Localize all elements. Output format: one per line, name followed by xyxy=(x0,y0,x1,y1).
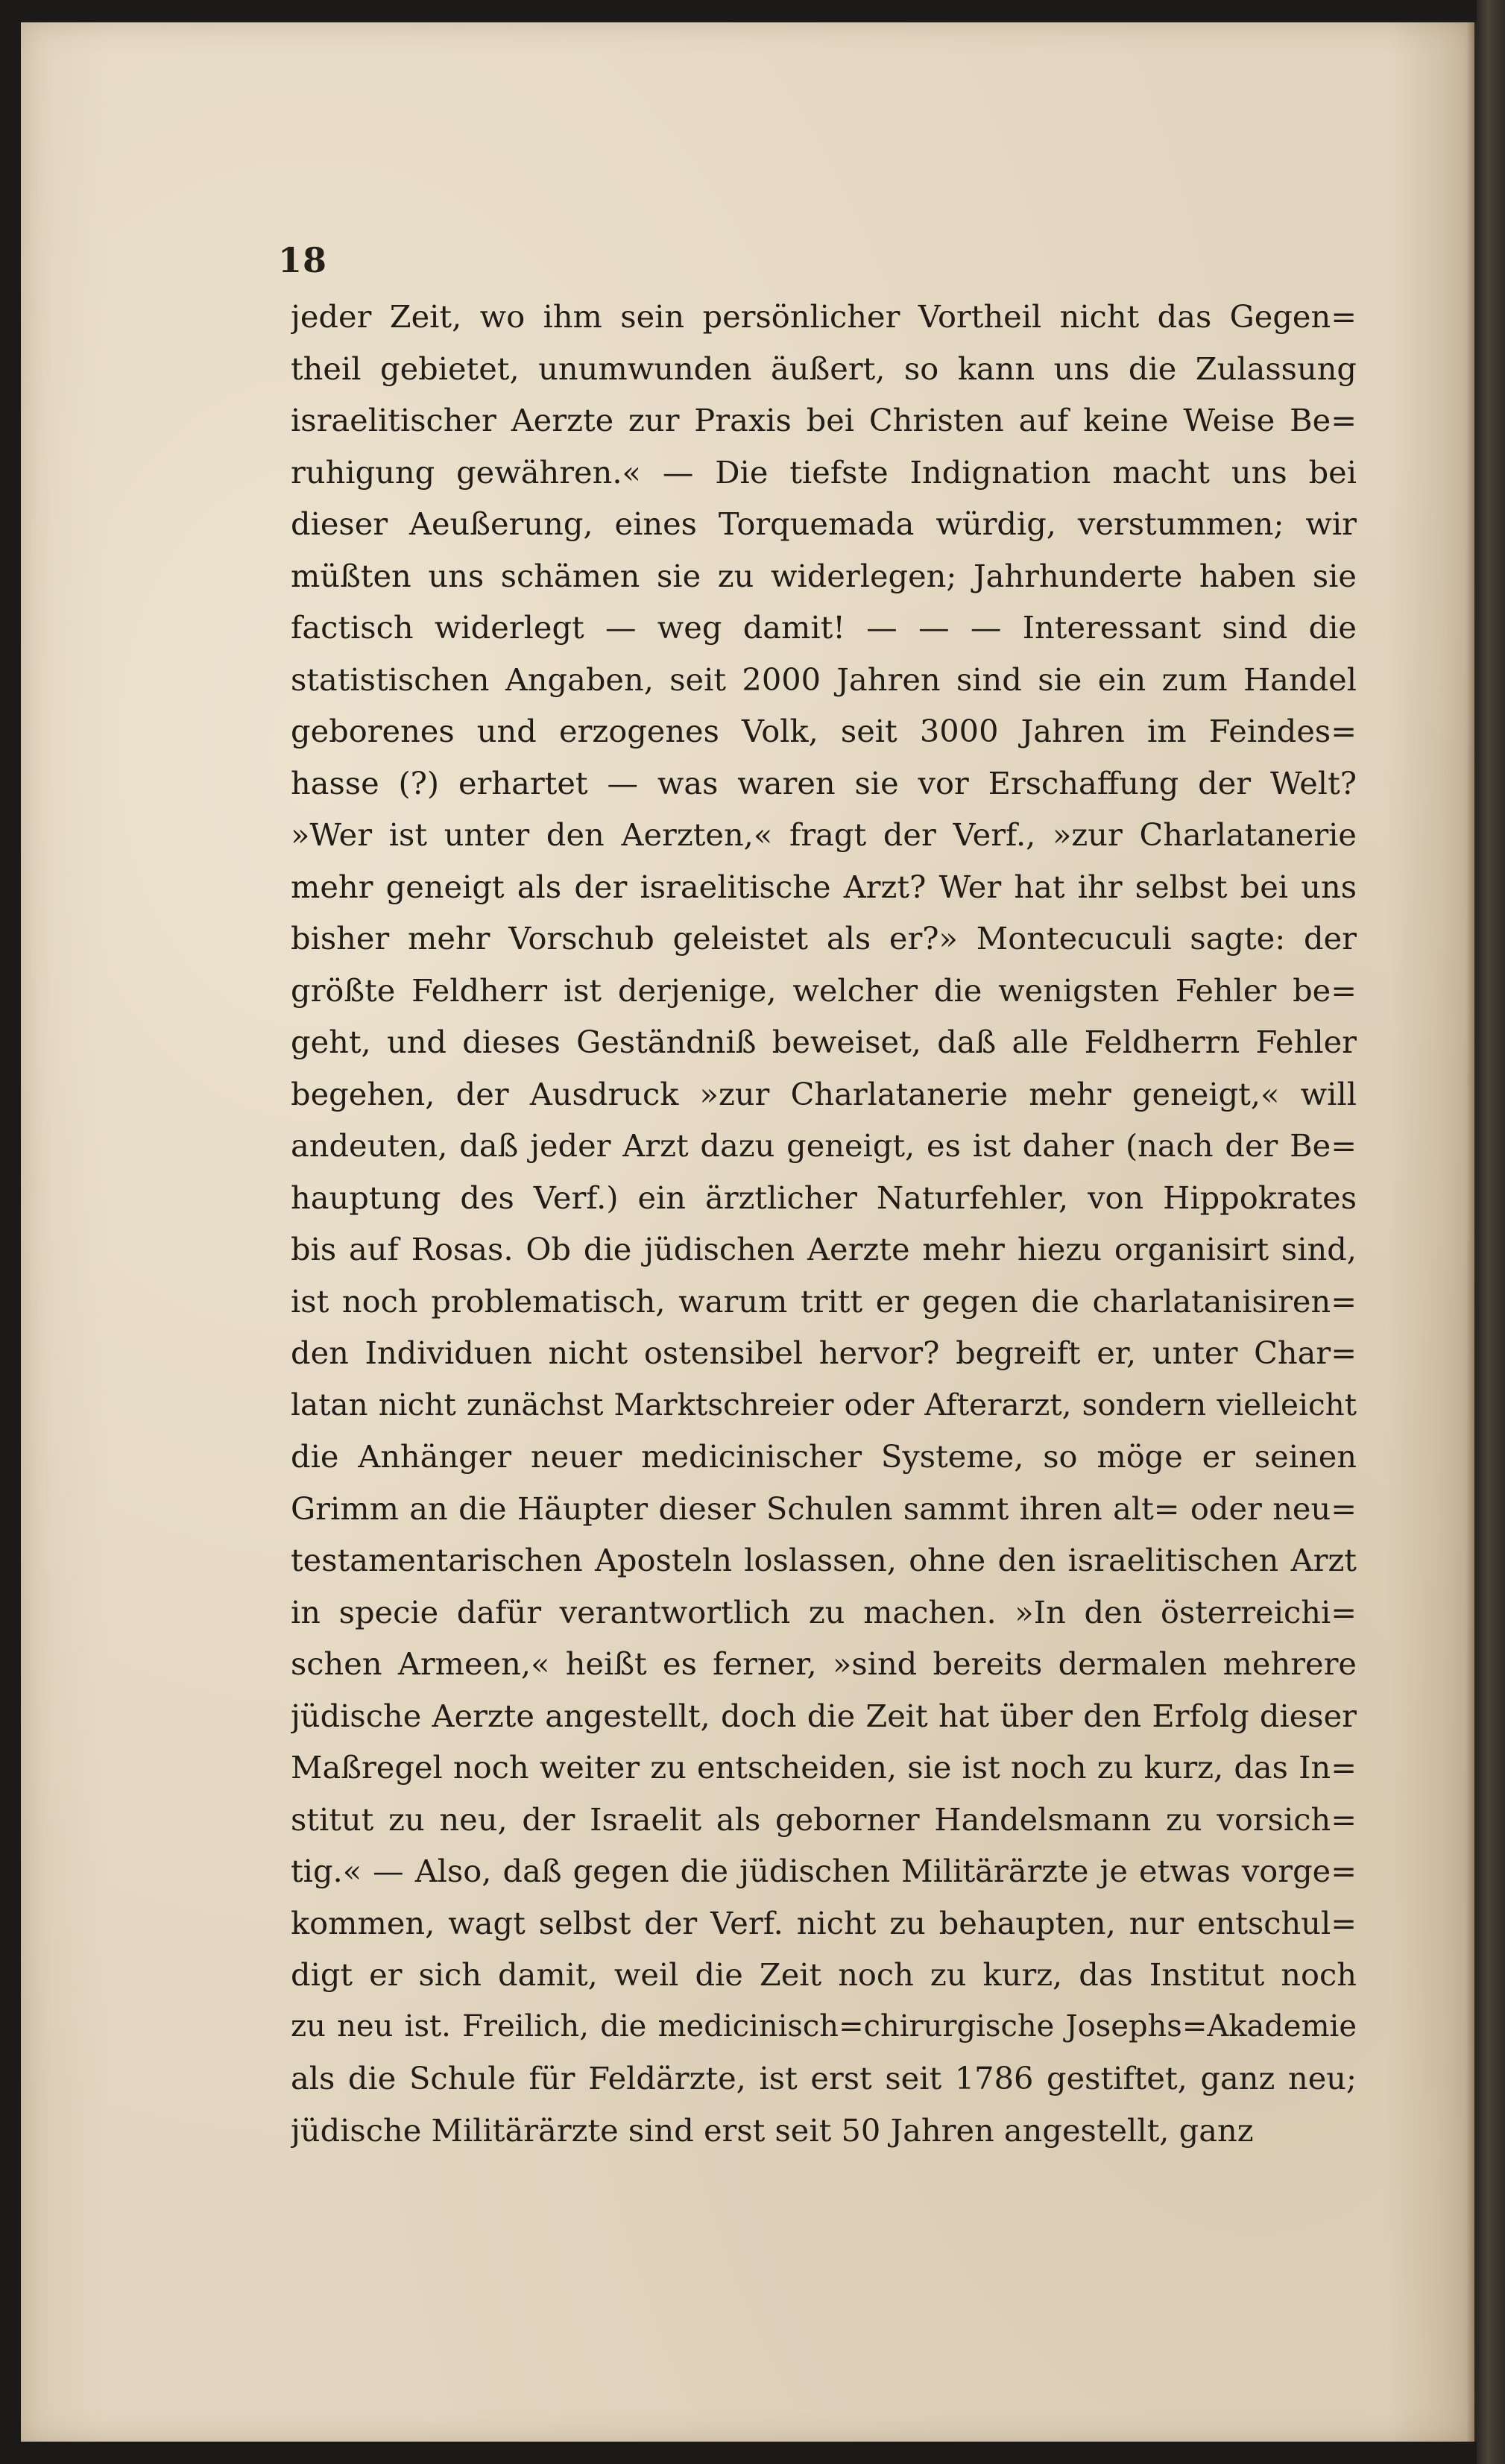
text-line: tig.« — Also, daß gegen die jüdischen Militärärzte je etwas vorge= xyxy=(291,1853,1357,1889)
text-line: stitut zu neu, der Israelit als geborner Handelsmann zu vorsich= xyxy=(291,1800,1357,1838)
text-line: in specie dafür verantwortlich zu machen. »In den österreichi= xyxy=(291,1593,1357,1630)
text-line: statistischen Angaben, seit 2000 Jahren sind sie ein zum Handel xyxy=(291,661,1357,698)
text-line: hauptung des Verf.) ein ärztlicher Naturfehler, von Hippokrates xyxy=(291,1179,1357,1216)
text-line: Grimm an die Häupter dieser Schulen sammt ihren alt= oder neu= xyxy=(291,1490,1357,1527)
text-line: größte Feldherr ist derjenige, welcher die wenigsten Fehler be= xyxy=(291,971,1357,1009)
scan-border xyxy=(1477,0,1505,2464)
text-line: andeuten, daß jeder Arzt dazu geneigt, es ist daher (nach der Be= xyxy=(291,1127,1357,1164)
text-line: jeder Zeit, wo ihm sein persönlicher Vortheil nicht das Gegen= xyxy=(291,298,1357,335)
text-line: »Wer ist unter den Aerzten,« fragt der Verf., »zur Charlatanerie xyxy=(291,816,1357,853)
text-line: geborenes und erzogenes Volk, seit 3000 Jahren im Feindes= xyxy=(291,713,1357,749)
text-line: hasse (?) erhartet — was waren sie vor Erschaffung der Welt? xyxy=(291,764,1357,801)
text-line: testamentarischen Aposteln loslassen, ohne den israelitischen Arzt xyxy=(291,1542,1357,1578)
text-line: jüdische Aerzte angestellt, doch die Zeit hat über den Erfolg dieser xyxy=(291,1697,1357,1734)
text-line: bis auf Rosas. Ob die jüdischen Aerzte mehr hiezu organisirt sind, xyxy=(291,1231,1357,1267)
text-line: dieser Aeußerung, eines Torquemada würdig, verstummen; wir xyxy=(291,505,1357,542)
text-line: zu neu ist. Freilich, die medicinisch=chirurgische Josephs=Akademie xyxy=(291,2008,1357,2044)
text-line: Maßregel noch weiter zu entscheiden, sie ist noch zu kurz, das In= xyxy=(291,1749,1357,1786)
body-text xyxy=(291,291,1357,2156)
page-edge-shadow xyxy=(1466,22,1477,2442)
text-line: digt er sich damit, weil die Zeit noch zu kurz, das Institut noch xyxy=(291,1956,1357,1993)
text-line: theil gebietet, unumwunden äußert, so kann uns die Zulassung xyxy=(291,350,1357,387)
text-line: als die Schule für Feldärzte, ist erst seit 1786 gestiftet, ganz neu; xyxy=(291,2060,1357,2096)
book-page xyxy=(21,22,1474,2442)
text-line: den Individuen nicht ostensibel hervor? begreift er, unter Char= xyxy=(291,1335,1357,1371)
text-line: jüdische Militärärzte sind erst seit 50 Jahren angestellt, ganz xyxy=(291,2111,1254,2149)
text-line: latan nicht zunächst Marktschreier oder Afterarzt, sondern vielleicht xyxy=(291,1386,1357,1422)
text-line: ist noch problematisch, warum tritt er gegen die charlatanisiren= xyxy=(291,1282,1357,1320)
text-line: bisher mehr Vorschub geleistet als er?» Montecuculi sagte: der xyxy=(291,920,1357,957)
page-number: 18 xyxy=(278,240,328,280)
text-line: die Anhänger neuer medicinischer Systeme, so möge er seinen xyxy=(291,1438,1357,1475)
text-line: factisch widerlegt — weg damit! — — — Interessant sind die xyxy=(291,609,1357,646)
text-line: kommen, wagt selbst der Verf. nicht zu behaupten, nur entschul= xyxy=(291,1904,1357,1941)
text-line: mehr geneigt als der israelitische Arzt? Wer hat ihr selbst bei uns xyxy=(291,868,1357,905)
text-line: müßten uns schämen sie zu widerlegen; Jahrhunderte haben sie xyxy=(291,557,1357,594)
text-line: geht, und dieses Geständniß beweiset, daß alle Feldherrn Fehler xyxy=(291,1024,1357,1060)
text-line: begehen, der Ausdruck »zur Charlatanerie mehr geneigt,« will xyxy=(291,1075,1357,1112)
text-line: ruhigung gewähren.« — Die tiefste Indignation macht uns bei xyxy=(291,453,1357,491)
text-line: schen Armeen,« heißt es ferner, »sind bereits dermalen mehrere xyxy=(291,1645,1357,1682)
text-line: israelitischer Aerzte zur Praxis bei Christen auf keine Weise Be= xyxy=(291,402,1357,438)
